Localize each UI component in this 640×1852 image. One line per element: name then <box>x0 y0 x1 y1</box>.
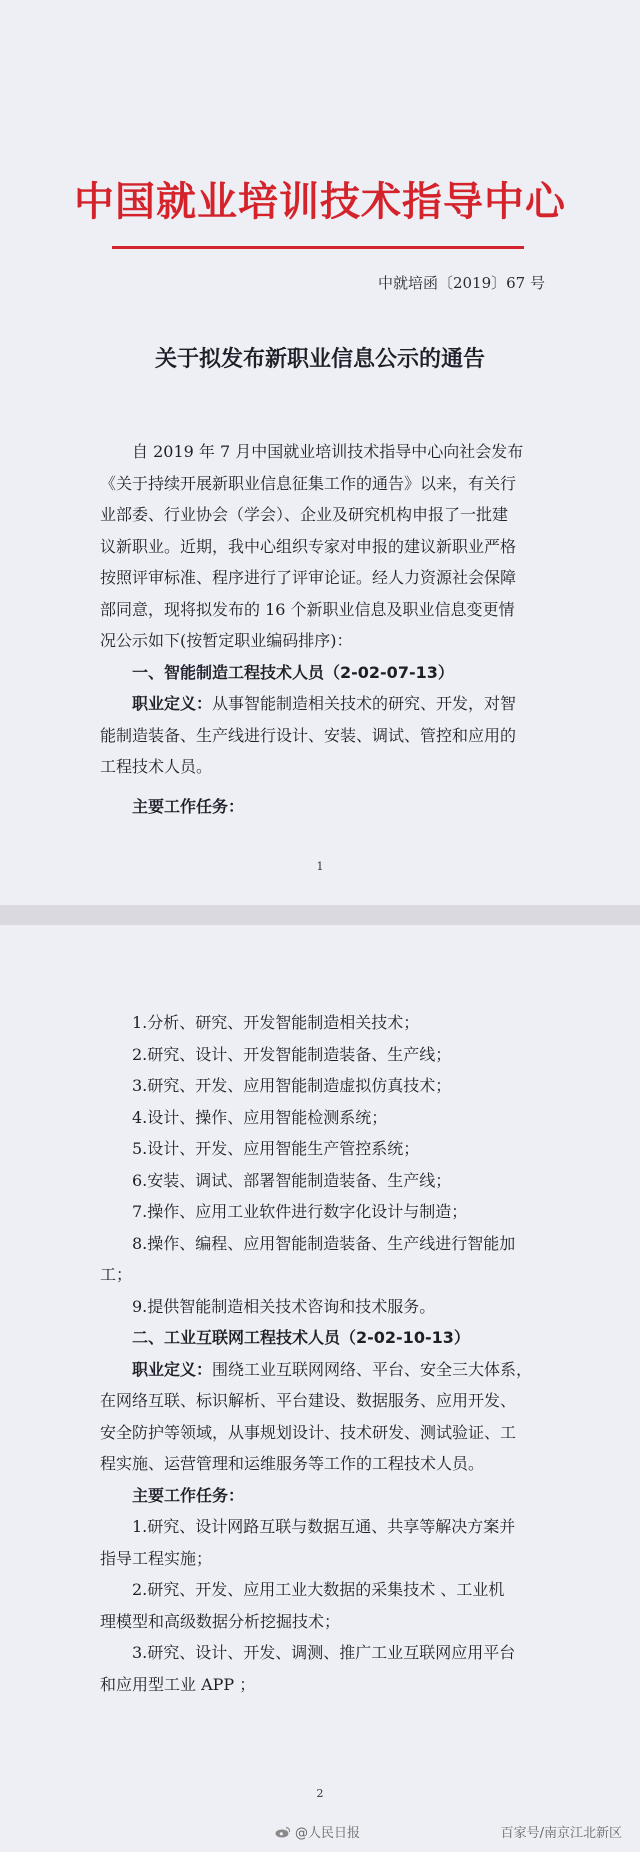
task-item: 和应用型工业 APP ； <box>100 1674 256 1694</box>
section-2-title: 二、工业互联网工程技术人员（2-02-10-13） <box>132 1328 470 1347</box>
page-number: 1 <box>316 860 324 873</box>
watermark <box>0 1820 640 1844</box>
task-item: 1.分析、研究、开发智能制造相关技术； <box>132 1013 420 1032</box>
definition-1-line: 能制造装备、生产线进行设计、安装、调试、管控和应用的 <box>100 725 517 745</box>
page-2-body <box>100 1007 550 1700</box>
definition-1-line: 工程技术人员。 <box>100 757 213 776</box>
task-item: 2.研究、设计、开发智能制造装备、生产线； <box>132 1044 452 1064</box>
body-line: 按照评审标准、程序进行了评审论证。经人力资源社会保障 <box>100 568 517 587</box>
definition-1-line <box>100 688 550 720</box>
task-item: 9.提供智能制造相关技术咨询和技术服务。 <box>132 1296 436 1316</box>
page-number: 2 <box>316 1787 324 1800</box>
task-item: 1.研究、设计网路互联与数据互通、共享等解决方案并 <box>132 1517 516 1536</box>
issuer-header: 中国就业培训技术指导中心 <box>74 179 566 225</box>
definition-2-line: 在网络互联、标识解析、平台建设、数据服务、应用开发、 <box>100 1391 517 1410</box>
document-number: 中就培函〔2019〕67 号 <box>377 274 545 292</box>
body-line: 议新职业。近期，我中心组织专家对申报的建议新职业严格 <box>100 536 517 556</box>
task-item: 工； <box>100 1265 133 1284</box>
body-line: 业部委、行业协会（学会）、企业及研究机构申报了一批建 <box>100 505 509 524</box>
document-page-1 <box>0 0 640 905</box>
definition-2-line <box>100 1354 550 1386</box>
definition-text: 围绕工业互联网网络、平台、安全三大体系， <box>212 1359 533 1379</box>
body-line: 自 2019 年 7 月中国就业培训技术指导中心向社会发布 <box>132 442 524 461</box>
definition-2-line: 安全防护等领域，从事规划设计、技术研发、测试验证、工 <box>100 1422 517 1442</box>
task-item: 指导工程实施； <box>100 1548 213 1568</box>
intro-paragraph <box>100 436 550 822</box>
red-header-rule <box>112 246 524 249</box>
section-1-title: 一、智能制造工程技术人员（2-02-07-13） <box>132 662 454 682</box>
definition-label: 职业定义： <box>132 694 213 713</box>
task-item: 3.研究、开发、应用智能制造虚拟仿真技术； <box>132 1076 452 1095</box>
task-item: 5.设计、开发、应用智能生产管控系统； <box>132 1139 420 1158</box>
task-item: 3.研究、设计、开发、调测、推广工业互联网应用平台 <box>132 1643 516 1662</box>
watermark-left <box>275 1822 360 1841</box>
body-line: 况公示如下(按暂定职业编码排序)： <box>100 631 353 650</box>
task-item: 6.安装、调试、部署智能制造装备、生产线； <box>132 1170 452 1190</box>
task-item: 7.操作、应用工业软件进行数字化设计与制造； <box>132 1202 468 1221</box>
weibo-icon <box>275 1826 291 1838</box>
task-item: 4.设计、操作、应用智能检测系统； <box>132 1107 388 1127</box>
document-page-2 <box>0 925 640 1852</box>
task-item: 8.操作、编程、应用智能制造装备、生产线进行智能加 <box>132 1233 516 1253</box>
task-item: 理模型和高级数据分析挖掘技术； <box>100 1611 341 1631</box>
watermark-left-text: @人民日报 <box>295 1826 361 1841</box>
watermark-right: 百家号/南京江北新区 <box>500 1826 622 1841</box>
tasks-label: 主要工作任务： <box>132 796 245 816</box>
definition-label: 职业定义： <box>132 1359 213 1379</box>
definition-text: 从事智能制造相关技术的研究、开发，对智 <box>212 694 517 713</box>
body-line: 部同意，现将拟发布的 16 个新职业信息及职业信息变更情 <box>100 599 515 619</box>
tasks-label: 主要工作任务： <box>132 1485 245 1505</box>
body-line: 《关于持续开展新职业信息征集工作的通告》以来，有关行 <box>100 473 517 493</box>
notice-title: 关于拟发布新职业信息公示的通告 <box>154 347 485 372</box>
definition-2-line: 程实施、运营管理和运维服务等工作的工程技术人员。 <box>100 1454 485 1473</box>
task-item: 2.研究、开发、应用工业大数据的采集技术 、工业机 <box>132 1580 505 1599</box>
